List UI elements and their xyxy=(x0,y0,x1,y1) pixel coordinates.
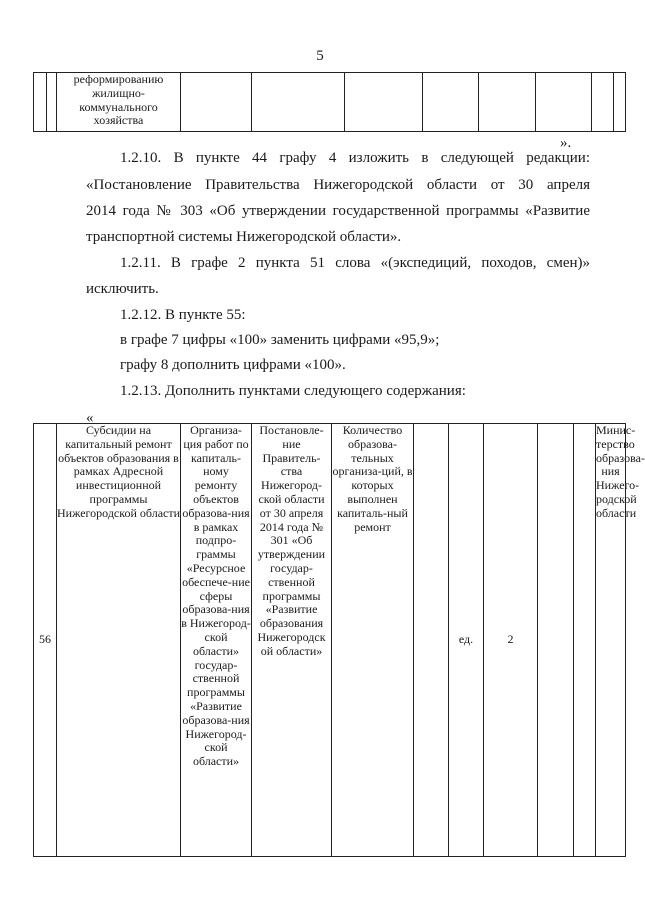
paragraph: в графе 7 цифры «100» заменить цифрами «95,9»; xyxy=(120,332,440,348)
table-cell xyxy=(414,424,449,857)
table-row xyxy=(34,73,626,132)
table-cell xyxy=(479,73,536,132)
table-cell xyxy=(181,73,252,132)
item-number-cell: 56 xyxy=(34,424,57,857)
paragraph: 1.2.11. В графе 2 пункта 51 слова «(экспедиций, походов, смен)» xyxy=(120,255,590,271)
table-cell xyxy=(574,424,596,857)
table-cell xyxy=(34,73,47,132)
table-row xyxy=(34,424,626,857)
opening-quote: « xyxy=(86,410,94,426)
table-cell xyxy=(536,73,592,132)
continuation-table xyxy=(33,72,626,132)
paragraph: транспортной системы Нижегородской области». xyxy=(86,229,402,245)
page-number: 5 xyxy=(316,48,324,64)
item-unit-cell: ед. xyxy=(449,424,484,857)
table-cell xyxy=(538,424,574,857)
table-cell-program-name: реформированию жилищно-коммунального хозяйства xyxy=(57,73,181,132)
paragraph: графу 8 дополнить цифрами «100». xyxy=(120,357,346,373)
paragraph: 2014 года № 303 «Об утверждении государственной программы «Развитие xyxy=(86,203,590,219)
table-cell xyxy=(592,73,614,132)
paragraph: 1.2.13. Дополнить пунктами следующего содержания: xyxy=(120,383,466,399)
new-item-table xyxy=(33,423,645,857)
item-document-cell: Постановле-ние Правитель-ства Нижегород-ской области от 30 апреля 2014 года № 301 «Об утверждении государ-ственной программы «Развитие образования Нижегородск ой области» xyxy=(252,424,332,857)
item-name-cell: Субсидии на капитальный ремонт объектов образования в рамках Адресной инвестиционной программы Нижегородской области xyxy=(57,424,181,857)
table-cell xyxy=(47,73,57,132)
paragraph: исключить. xyxy=(86,281,159,297)
table-cell xyxy=(252,73,345,132)
item-responsible-cell: Минис-терство образова-ния Нижего-родской области xyxy=(596,424,626,857)
paragraph: 1.2.10. В пункте 44 графу 4 изложить в следующей редакции: xyxy=(120,150,590,166)
paragraph: «Постановление Правительства Нижегородской области от 30 апреля xyxy=(86,177,590,193)
table-cell xyxy=(423,73,479,132)
closing-quote: ». xyxy=(560,135,572,151)
table-cell xyxy=(614,73,626,132)
item-value-cell: 2 xyxy=(484,424,538,857)
item-indicator-cell: Количество образова-тельных организа-ций, в которых выполнен капиталь-ный ремонт xyxy=(332,424,414,857)
item-activity-cell: Организа-ция работ по капиталь-ному ремонту объектов образова-ния в рамках подпро-граммы «Ресурсное обеспече-ние сферы образова-ния в Нижегород-ской области» государ-ственной программы «Развитие образова-ния Нижегород-ской области» xyxy=(181,424,252,857)
paragraph: 1.2.12. В пункте 55: xyxy=(120,307,246,323)
table-cell xyxy=(345,73,423,132)
